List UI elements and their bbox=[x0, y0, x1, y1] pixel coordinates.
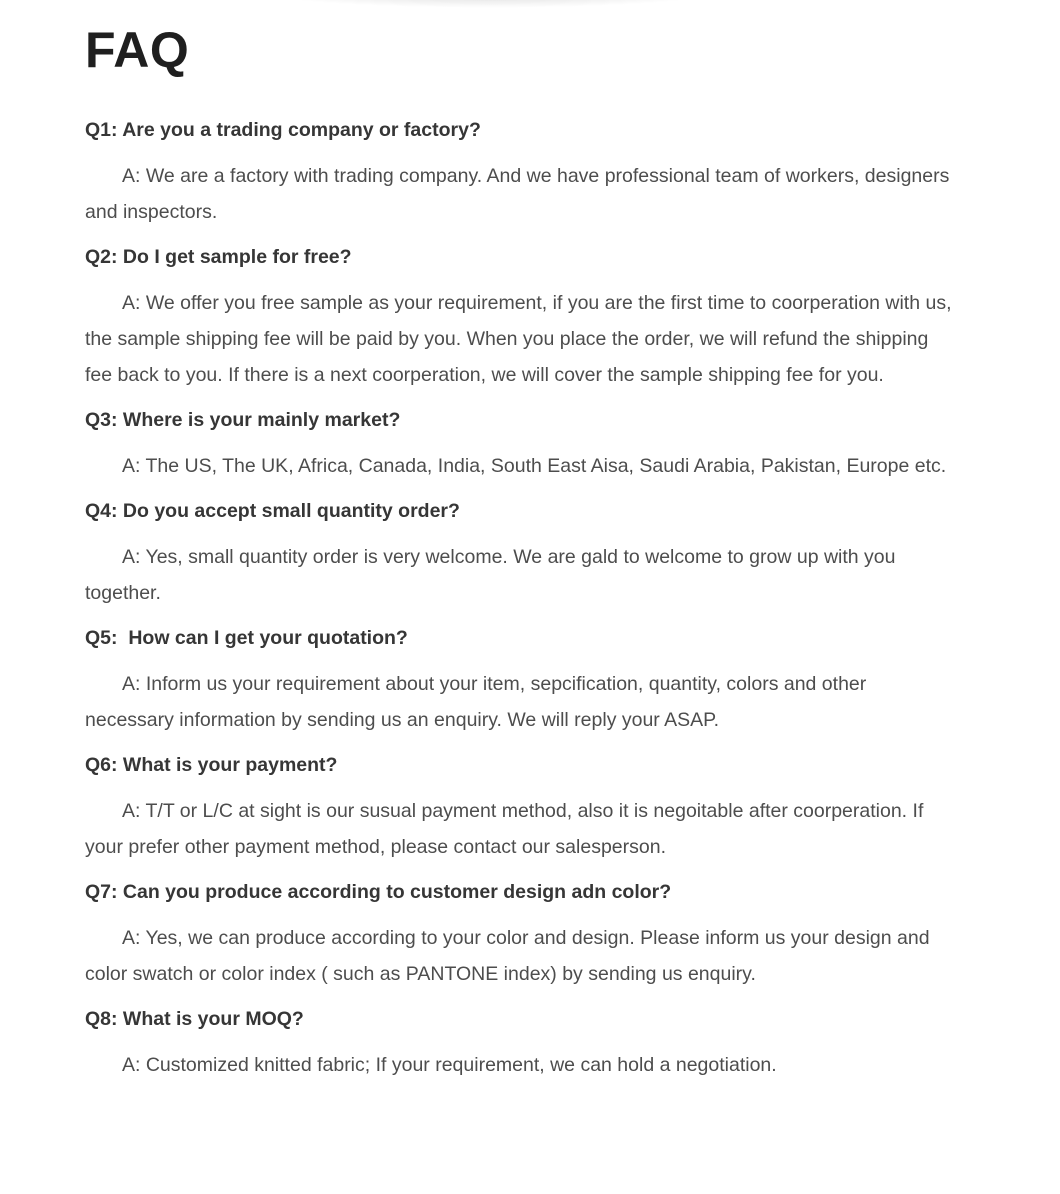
faq-answer: A: Yes, small quantity order is very welcome. We are gald to welcome to grow up with you together. bbox=[85, 545, 901, 604]
faq-question: Q1: Are you a trading company or factory? bbox=[85, 119, 481, 141]
faq-answer: A: T/T or L/C at sight is our susual payment method, also it is negoitable after coorperation. If your prefer other payment method, please contact our salesperson. bbox=[85, 799, 929, 858]
faq-item bbox=[85, 402, 960, 484]
faq-answer: A: Inform us your requirement about your item, sepcification, quantity, colors and other necessary information by sending us an enquiry. We will reply your ASAP. bbox=[85, 672, 872, 731]
faq-question: Q4: Do you accept small quantity order? bbox=[85, 500, 460, 522]
faq-answer: A: The US, The UK, Africa, Canada, India, South East Aisa, Saudi Arabia, Pakistan, Europe etc. bbox=[122, 454, 947, 477]
faq-item bbox=[85, 620, 960, 738]
faq-item bbox=[85, 112, 960, 230]
faq-question: Q6: What is your payment? bbox=[85, 754, 338, 776]
faq-item bbox=[85, 874, 960, 992]
faq-answer: A: Yes, we can produce according to your color and design. Please inform us your design and color swatch or color index ( such as PANTONE index) by sending us enquiry. bbox=[85, 926, 935, 985]
faq-item bbox=[85, 493, 960, 611]
faq-question: Q7: Can you produce according to customer design adn color? bbox=[85, 881, 672, 903]
faq-answer: A: Customized knitted fabric; If your requirement, we can hold a negotiation. bbox=[122, 1053, 777, 1076]
faq-item bbox=[85, 747, 960, 865]
faq-question: Q5: How can I get your quotation? bbox=[85, 627, 408, 649]
faq-answer: A: We are a factory with trading company. And we have professional team of workers, designers and inspectors. bbox=[85, 164, 955, 223]
faq-answer: A: We offer you free sample as your requirement, if you are the first time to coorperation with us, the sample shipping fee will be paid by you. When you place the order, we will refund the shipping fee back to you. If there is a next coorperation, we will cover the sample shipping fee for you. bbox=[85, 291, 957, 386]
faq-item bbox=[85, 1001, 960, 1083]
faq-question: Q3: Where is your mainly market? bbox=[85, 409, 401, 431]
page-title: FAQ bbox=[85, 22, 190, 78]
faq-question: Q8: What is your MOQ? bbox=[85, 1008, 304, 1030]
faq-question: Q2: Do I get sample for free? bbox=[85, 246, 352, 268]
faq-item bbox=[85, 239, 960, 393]
